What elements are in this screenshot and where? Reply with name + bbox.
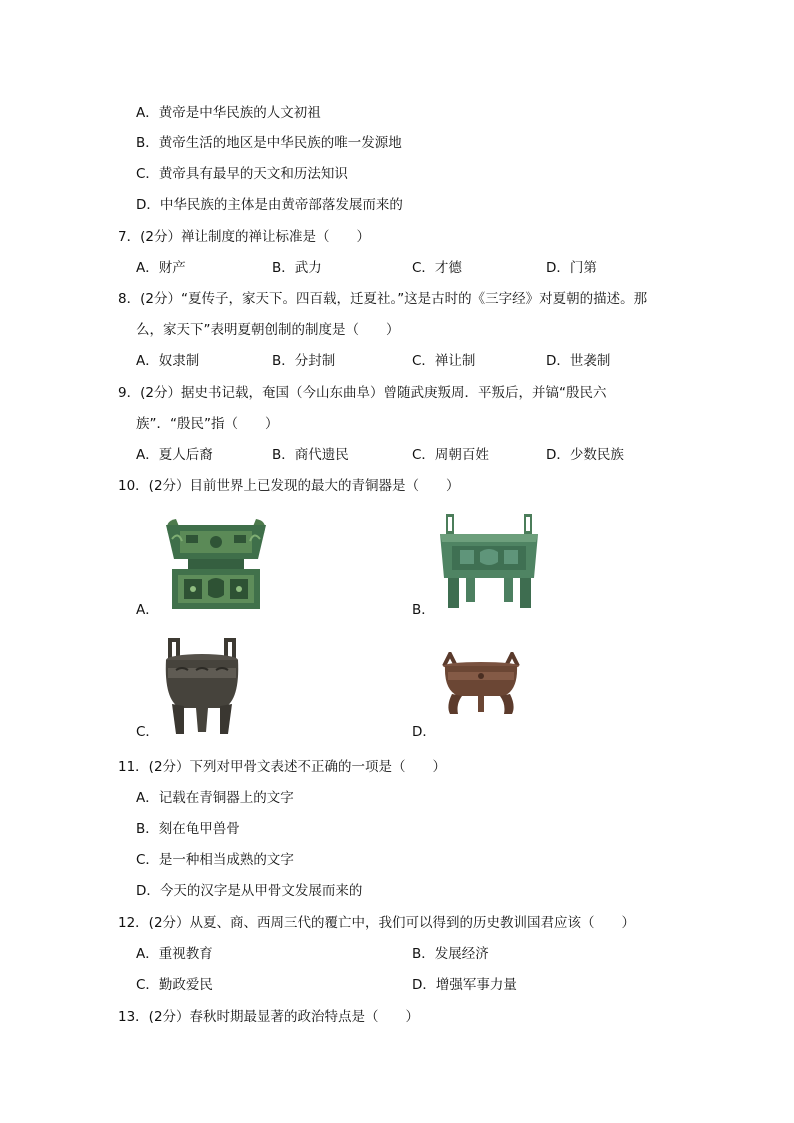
q10-label-b: B． [412, 602, 435, 618]
q8-stem-line2: 么，家天下”表明夏朝创制的制度是（ ） [136, 322, 400, 338]
bronze-vessel-square-ornate-icon[interactable] [162, 515, 270, 611]
q8-option-b: B．分封制 [272, 353, 336, 369]
q6-option-d: D．中华民族的主体是由黄帝部落发展而来的 [136, 197, 403, 213]
q12-option-b: B．发展经济 [412, 946, 489, 962]
q6-option-a: A．黄帝是中华民族的人文初祖 [136, 105, 321, 121]
q9-option-c: C．周朝百姓 [412, 447, 489, 463]
q10-label-c: C． [136, 724, 159, 740]
q11-option-d: D．今天的汉字是从甲骨文发展而来的 [136, 883, 363, 899]
q7-option-b: B．武力 [272, 260, 322, 276]
q11-stem: 11．(2分）下列对甲骨文表述不正确的一项是（ ） [118, 759, 447, 775]
q8-option-c: C．禅让制 [412, 353, 476, 369]
q7-option-d: D．门第 [546, 260, 597, 276]
q10-label-a: A． [136, 602, 159, 618]
q8-option-a: A．奴隶制 [136, 353, 200, 369]
q10-stem: 10．(2分）目前世界上已发现的最大的青铜器是（ ） [118, 478, 460, 494]
q9-option-d: D．少数民族 [546, 447, 624, 463]
bronze-ding-round-reddish-icon[interactable] [440, 652, 522, 716]
q6-option-b: B．黄帝生活的地区是中华民族的唯一发源地 [136, 135, 402, 151]
q12-option-c: C．勤政爱民 [136, 977, 213, 993]
q9-stem-line2: 族”．“殷民”指（ ） [136, 416, 279, 432]
q10-label-d: D． [412, 724, 436, 740]
bronze-ding-round-dark-icon[interactable] [162, 638, 242, 734]
q7-stem: 7．(2分）禅让制度的禅让标准是（ ） [118, 229, 370, 245]
q7-option-a: A．财产 [136, 260, 186, 276]
q12-stem: 12．(2分）从夏、商、西周三代的覆亡中，我们可以得到的历史教训国君应该（ ） [118, 915, 636, 931]
q13-stem: 13．(2分）春秋时期最显著的政治特点是（ ） [118, 1009, 420, 1025]
q9-option-b: B．商代遗民 [272, 447, 349, 463]
q9-stem-line1: 9．(2分）据史书记载，奄国（今山东曲阜）曾随武庚叛周．平叛后，并镐“殷民六 [118, 385, 607, 401]
q8-stem-line1: 8．(2分）“夏传子，家天下。四百载，迁夏社。”这是古时的《三字经》对夏朝的描述。那 [118, 291, 648, 307]
q11-option-b: B．刻在龟甲兽骨 [136, 821, 240, 837]
q8-option-d: D．世袭制 [546, 353, 611, 369]
q11-option-a: A．记载在青铜器上的文字 [136, 790, 294, 806]
bronze-ding-rectangular-icon[interactable] [436, 512, 542, 610]
q6-option-c: C．黄帝具有最早的天文和历法知识 [136, 166, 348, 182]
q12-option-d: D．增强军事力量 [412, 977, 517, 993]
q11-option-c: C．是一种相当成熟的文字 [136, 852, 294, 868]
q9-option-a: A．夏人后裔 [136, 447, 213, 463]
q7-option-c: C．才德 [412, 260, 462, 276]
q12-option-a: A．重视教育 [136, 946, 213, 962]
